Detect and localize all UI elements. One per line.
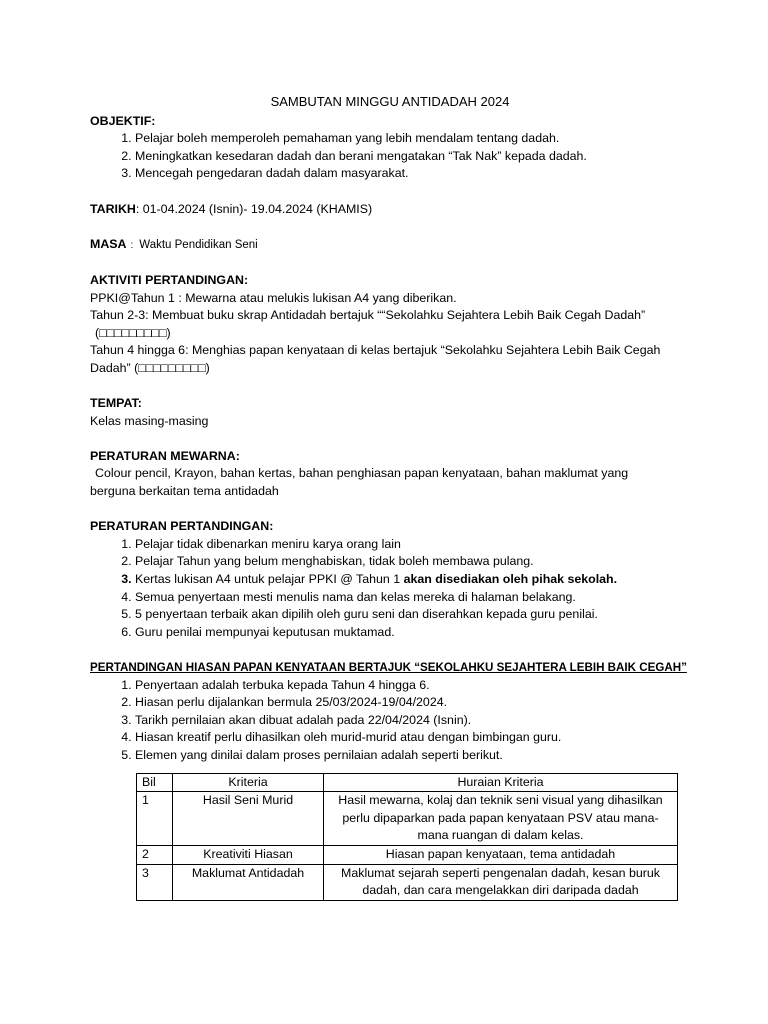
list-item: 4. Semua penyertaan mesti menulis nama dan kelas mereka di halaman belakang. bbox=[135, 589, 690, 607]
page-title: SAMBUTAN MINGGU ANTIDADAH 2024 bbox=[270, 94, 510, 109]
huraian-line: Hasil mewarna, kolaj dan teknik seni visual yang dihasilkan bbox=[338, 793, 663, 808]
table-cell-kriteria: Maklumat Antidadah bbox=[173, 864, 324, 900]
list-item: 2. Pelajar Tahun yang belum menghabiskan, tidak boleh membawa pulang. bbox=[135, 553, 690, 571]
peraturan-pertandingan-list bbox=[90, 536, 690, 642]
table-cell-huraian bbox=[324, 792, 678, 846]
aktiviti-line-3b: Dadah” (□□□□□□□□□) bbox=[90, 360, 210, 375]
tempat-heading: TEMPAT: bbox=[90, 396, 142, 411]
aktiviti-line-1: PPKI@Tahun 1 : Mewarna atau melukis lukisan A4 yang diberikan. bbox=[90, 290, 457, 305]
objektif-heading: OBJEKTIF: bbox=[90, 113, 156, 128]
tarikh-label: TARIKH bbox=[90, 201, 136, 216]
kriteria-table bbox=[136, 773, 678, 901]
masa-line bbox=[90, 236, 690, 255]
table-header: Bil bbox=[137, 773, 173, 792]
huraian-line: mana ruangan di dalam kelas. bbox=[417, 828, 584, 843]
aktiviti-line-2: Tahun 2-3: Membuat buku skrap Antidadah bertajuk ““Sekolahku Sejahtera Lebih Baik Cegah Dadah” bbox=[90, 308, 646, 323]
peraturan-mewarna-line-1: Colour pencil, Krayon, bahan kertas, bahan penghiasan papan kenyataan, bahan maklumat yang bbox=[95, 466, 629, 481]
list-item-text: Kertas lukisan A4 untuk pelajar PPKI @ Tahun 1 bbox=[135, 572, 401, 587]
table-cell-kriteria: Kreativiti Hiasan bbox=[173, 845, 324, 864]
table-cell-kriteria: Hasil Seni Murid bbox=[173, 792, 324, 846]
table-header: Kriteria bbox=[173, 773, 324, 792]
huraian-line: perlu dipaparkan pada papan kenyataan PSV atau mana- bbox=[342, 810, 659, 825]
list-item: 2. Hiasan perlu dijalankan bermula 25/03/2024-19/04/2024. bbox=[135, 694, 690, 712]
table-row bbox=[137, 845, 678, 864]
masa-value: Waktu Pendidikan Seni bbox=[139, 238, 258, 251]
list-item: 5. Elemen yang dinilai dalam proses pernilaian adalah seperti berikut. bbox=[135, 747, 690, 765]
list-item: 3. Tarikh pernilaian akan dibuat adalah pada 22/04/2024 (Isnin). bbox=[135, 712, 690, 730]
table-cell-bil: 1 bbox=[137, 792, 173, 846]
table-cell-bil: 3 bbox=[137, 864, 173, 900]
table-row bbox=[137, 792, 678, 846]
peraturan-pertandingan-heading: PERATURAN PERTANDINGAN: bbox=[90, 519, 274, 534]
hiasan-list bbox=[90, 677, 690, 765]
peraturan-mewarna-line-2: berguna berkaitan tema antidadah bbox=[90, 484, 279, 499]
aktiviti-heading: AKTIVITI PERTANDINGAN: bbox=[90, 272, 249, 287]
list-item bbox=[135, 571, 690, 589]
aktiviti-line-2b: (□□□□□□□□□) bbox=[95, 325, 171, 340]
list-item: 1. Pelajar boleh memperoleh pemahaman yang lebih mendalam tentang dadah. bbox=[135, 130, 690, 148]
table-header-row bbox=[137, 773, 678, 792]
list-item: 3. Mencegah pengedaran dadah dalam masyarakat. bbox=[135, 165, 690, 183]
table-cell-bil: 2 bbox=[137, 845, 173, 864]
tempat-value: Kelas masing-masing bbox=[90, 413, 209, 428]
list-item: 5. 5 penyertaan terbaik akan dipilih oleh guru seni dan diserahkan kepada guru penilai. bbox=[135, 606, 690, 624]
huraian-line: Maklumat sejarah seperti pengenalan dadah, kesan buruk bbox=[341, 865, 660, 880]
huraian-line: dadah, dan cara mengelakkan diri daripada dadah bbox=[362, 883, 639, 898]
masa-label: MASA bbox=[90, 236, 127, 251]
aktiviti-line-3: Tahun 4 hingga 6: Menghias papan kenyataan di kelas bertajuk “Sekolahku Sejahtera Lebih Baik Cegah bbox=[90, 343, 661, 358]
list-item: 6. Guru penilai mempunyai keputusan muktamad. bbox=[135, 624, 690, 642]
list-item: 1. Pelajar tidak dibenarkan meniru karya orang lain bbox=[135, 536, 690, 554]
hiasan-heading: PERTANDINGAN HIASAN PAPAN KENYATAAN BERTAJUK “SEKOLAHKU SEJAHTERA LEBIH BAIK CEGAH” bbox=[90, 661, 687, 674]
table-header: Huraian Kriteria bbox=[324, 773, 678, 792]
table-cell-huraian bbox=[324, 864, 678, 900]
tarikh-line bbox=[90, 201, 690, 219]
peraturan-mewarna-heading: PERATURAN MEWARNA: bbox=[90, 448, 240, 463]
table-cell-huraian bbox=[324, 845, 678, 864]
huraian-line: Hiasan papan kenyataan, tema antidadah bbox=[385, 846, 616, 861]
list-item-bold-text: akan disediakan oleh pihak sekolah. bbox=[403, 572, 618, 587]
objektif-list bbox=[90, 130, 690, 183]
document-content bbox=[90, 93, 690, 901]
list-item: 4. Hiasan kreatif perlu dihasilkan oleh murid-murid atau dengan bimbingan guru. bbox=[135, 729, 690, 747]
masa-separator: : bbox=[130, 239, 134, 251]
list-item: 2. Meningkatkan kesedaran dadah dan berani mengatakan “Tak Nak” kepada dadah. bbox=[135, 148, 690, 166]
list-item: 1. Penyertaan adalah terbuka kepada Tahun 4 hingga 6. bbox=[135, 677, 690, 695]
table-row bbox=[137, 864, 678, 900]
tarikh-value: : 01-04.2024 (Isnin)- 19.04.2024 (KHAMIS) bbox=[135, 201, 373, 216]
